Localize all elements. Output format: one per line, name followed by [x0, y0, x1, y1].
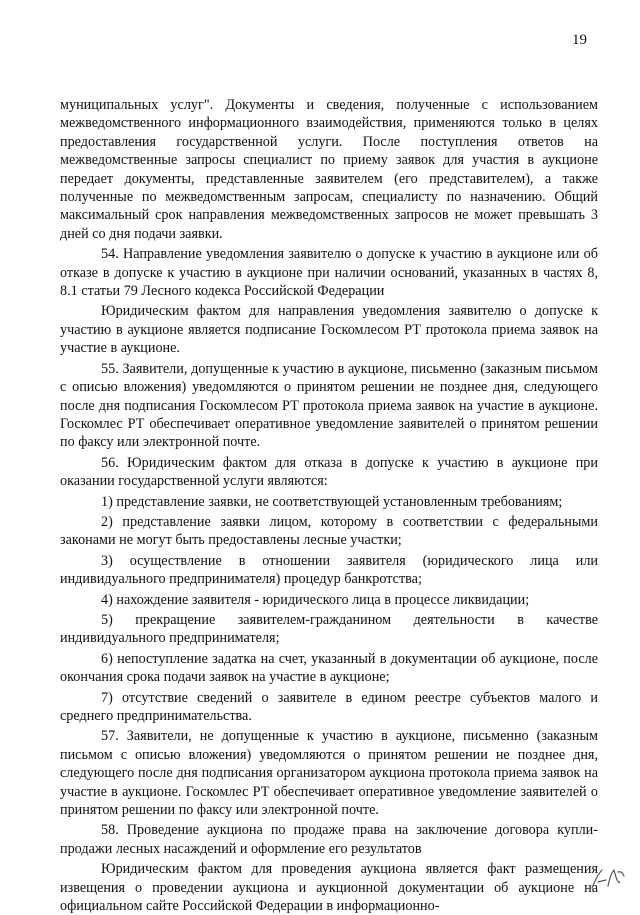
- list-item: 2) представление заявки лицом, которому в соответствии с федеральными законами не могут быть предоставлены лесные участки;: [60, 513, 598, 549]
- paragraph: 57. Заявители, не допущенные к участию в аукционе, письменно (заказным письмом с описью вложения) уведомляются о принятом решении не позднее дня, следующего после дня подписания организатором аукциона протокола приема заявок на участие в аукционе. Госкомлес РТ обеспечивает оперативное уведомление заявителей о принятом решении по факсу или электронной почте.: [60, 728, 598, 819]
- paragraph: 55. Заявители, допущенные к участию в аукционе, письменно (заказным письмом с описью вложения) уведомляются о принятом решении не позднее дня, следующего после дня подписания Госкомлесом РТ протокола приема заявок на участие в аукционе. Госкомлес РТ обеспечивает оперативное уведомление заявителей о принятом решении по факсу или электронной почте.: [60, 360, 598, 451]
- list-item: 7) отсутствие сведений о заявителе в едином реестре субъектов малого и среднего предпринимательства.: [60, 689, 598, 724]
- list-item: 1) представление заявки, не соответствующей установленным требованиям;: [101, 493, 563, 510]
- paragraph: 54. Направление уведомления заявителю о допуске к участию в аукционе или об отказе в допуске к участию в аукционе при наличии оснований, указанных в частях 8, 8.1 статьи 79 Лесного кодекса Российской Федерации: [60, 246, 598, 300]
- paragraph: Юридическим фактом для проведения аукциона является факт размещения извещения о проведении аукциона и аукционной документации об аукционе на официальном сайте Российской Федерации в информационно-: [60, 861, 598, 915]
- paragraph: 56. Юридическим фактом для отказа в допуске к участию в аукционе при оказании государственной услуги являются:: [60, 454, 598, 490]
- list-item: 6) непоступление задатка на счет, указанный в документации об аукционе, после окончания срока подачи заявок на участие в аукционе;: [60, 650, 598, 686]
- document-body: [60, 96, 598, 915]
- list-item: 4) нахождение заявителя - юридического лица в процессе ликвидации;: [101, 591, 530, 608]
- handwritten-initials-mark: [588, 864, 626, 894]
- paragraph: 58. Проведение аукциона по продаже права на заключение договора купли-продажи лесных насаждений и оформление его результатов: [60, 822, 598, 857]
- list-item: 5) прекращение заявителем-гражданином деятельности в качестве индивидуального предпринимателя;: [60, 611, 598, 647]
- paragraph: Юридическим фактом для направления уведомления заявителю о допуске к участию в аукционе является подписание Госкомлесом РТ протокола приема заявок на участие в аукционе.: [60, 303, 598, 357]
- list-item: 3) осуществление в отношении заявителя (юридического лица или индивидуального предпринимателя) процедур банкротства;: [60, 552, 598, 588]
- page-number: 19: [572, 32, 587, 48]
- paragraph: муниципальных услуг". Документы и сведения, полученные с использованием межведомственного информационного взаимодействия, применяются только в целях предоставления государственной услуги. После поступления ответов на межведомственные запросы специалист по приему заявок для участия в аукционе передает документы, представленные заявителем (его представителем), а также полученные по межведомственным запросам, специалисту по назначению. Общий максимальный срок направления межведомственных запросов не может превышать 3 дней со дня подачи заявки.: [60, 97, 598, 242]
